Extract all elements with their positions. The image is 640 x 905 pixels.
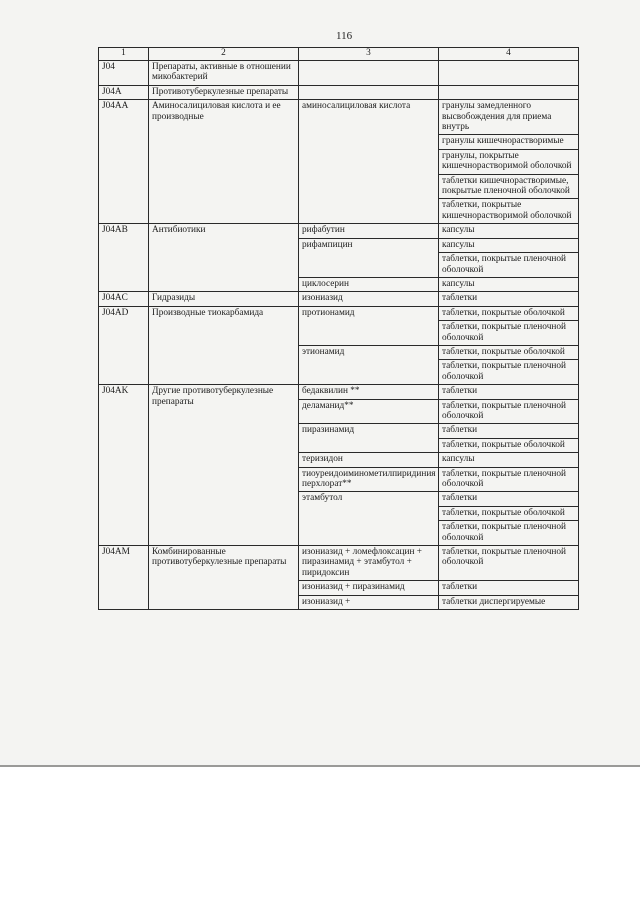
dosage-form-cell: таблетки, покрытые оболочкой xyxy=(439,438,579,452)
drug-name-cell: циклосерин xyxy=(299,277,439,291)
dosage-form-cell: таблетки, покрытые пленочной оболочкой xyxy=(439,546,579,581)
group-name-cell: Другие противотуберкулезные препараты xyxy=(149,385,299,546)
dosage-form-cell: таблетки xyxy=(439,581,579,595)
table-row xyxy=(99,306,579,320)
dosage-form-cell: таблетки, покрытые пленочной оболочкой xyxy=(439,360,579,385)
drug-name-cell: этамбутол xyxy=(299,492,439,546)
dosage-form-cell: таблетки диспергируемые xyxy=(439,595,579,609)
dosage-form-cell: гранулы замедленного высвобождения для приема внутрь xyxy=(439,100,579,135)
table-row xyxy=(99,100,579,135)
drug-name-cell: тиоуреидоиминометилпиридиния перхлорат** xyxy=(299,467,439,492)
dosage-form-cell xyxy=(439,85,579,99)
table-row xyxy=(99,224,579,238)
dosage-form-cell: таблетки, покрытые пленочной оболочкой xyxy=(439,521,579,546)
dosage-form-cell: таблетки xyxy=(439,385,579,399)
header-col-1: 1 xyxy=(99,48,149,61)
drug-name-cell: рифампицин xyxy=(299,238,439,277)
atc-code-cell: J04A xyxy=(99,85,149,99)
dosage-form-cell: таблетки, покрытые оболочкой xyxy=(439,506,579,520)
group-name-cell: Противотуберкулезные препараты xyxy=(149,85,299,99)
header-col-2: 2 xyxy=(149,48,299,61)
dosage-form-cell: капсулы xyxy=(439,224,579,238)
dosage-form-cell: таблетки, покрытые пленочной оболочкой xyxy=(439,399,579,424)
dosage-form-cell: таблетки xyxy=(439,424,579,438)
drug-name-cell: бедаквилин ** xyxy=(299,385,439,399)
group-name-cell: Антибиотики xyxy=(149,224,299,292)
dosage-form-cell: таблетки xyxy=(439,292,579,306)
atc-code-cell: J04AD xyxy=(99,306,149,384)
table-row xyxy=(99,546,579,581)
dosage-form-cell xyxy=(439,61,579,86)
drug-name-cell: изониазид + ломефлоксацин + пиразинамид + этамбутол + пиридоксин xyxy=(299,546,439,581)
dosage-form-cell: капсулы xyxy=(439,277,579,291)
table-header-row xyxy=(99,48,579,61)
group-name-cell: Аминосалициловая кислота и ее производные xyxy=(149,100,299,224)
drug-name-cell: теризидон xyxy=(299,453,439,467)
dosage-form-cell: таблетки, покрытые пленочной оболочкой xyxy=(439,253,579,278)
atc-code-cell: J04AC xyxy=(99,292,149,306)
drug-name-cell xyxy=(299,61,439,86)
drug-name-cell: протионамид xyxy=(299,306,439,345)
group-name-cell: Комбинированные противотуберкулезные препараты xyxy=(149,546,299,610)
drug-name-cell: изониазид + пиразинамид xyxy=(299,581,439,595)
group-name-cell: Производные тиокарбамида xyxy=(149,306,299,384)
dosage-form-cell: таблетки, покрытые пленочной оболочкой xyxy=(439,467,579,492)
drug-name-cell xyxy=(299,85,439,99)
drug-name-cell: изониазид + xyxy=(299,595,439,609)
page-number: 116 xyxy=(336,30,353,42)
dosage-form-cell: гранулы кишечнорастворимые xyxy=(439,135,579,149)
drug-name-cell: рифабутин xyxy=(299,224,439,238)
dosage-form-cell: таблетки кишечнорастворимые, покрытые пленочной оболочкой xyxy=(439,174,579,199)
drug-name-cell: изониазид xyxy=(299,292,439,306)
header-col-3: 3 xyxy=(299,48,439,61)
table-row xyxy=(99,61,579,86)
drug-name-cell: пиразинамид xyxy=(299,424,439,453)
atc-code-cell: J04 xyxy=(99,61,149,86)
dosage-form-cell: капсулы xyxy=(439,453,579,467)
group-name-cell: Гидразиды xyxy=(149,292,299,306)
table-row xyxy=(99,292,579,306)
dosage-form-cell: таблетки xyxy=(439,492,579,506)
drug-name-cell: этионамид xyxy=(299,345,439,384)
group-name-cell: Препараты, активные в отношении микобактерий xyxy=(149,61,299,86)
atc-code-cell: J04AM xyxy=(99,546,149,610)
atc-code-cell: J04AK xyxy=(99,385,149,546)
dosage-form-cell: таблетки, покрытые пленочной оболочкой xyxy=(439,321,579,346)
dosage-form-cell: гранулы, покрытые кишечнорастворимой оболочкой xyxy=(439,149,579,174)
header-col-4: 4 xyxy=(439,48,579,61)
dosage-form-cell: таблетки, покрытые оболочкой xyxy=(439,306,579,320)
table-body xyxy=(99,61,579,610)
dosage-form-cell: таблетки, покрытые кишечнорастворимой оболочкой xyxy=(439,199,579,224)
drug-table xyxy=(98,47,579,610)
atc-code-cell: J04AB xyxy=(99,224,149,292)
dosage-form-cell: капсулы xyxy=(439,238,579,252)
atc-code-cell: J04AA xyxy=(99,100,149,224)
table-row xyxy=(99,85,579,99)
drug-name-cell: аминосалициловая кислота xyxy=(299,100,439,224)
table-row xyxy=(99,385,579,399)
drug-name-cell: деламанид** xyxy=(299,399,439,424)
dosage-form-cell: таблетки, покрытые оболочкой xyxy=(439,345,579,359)
